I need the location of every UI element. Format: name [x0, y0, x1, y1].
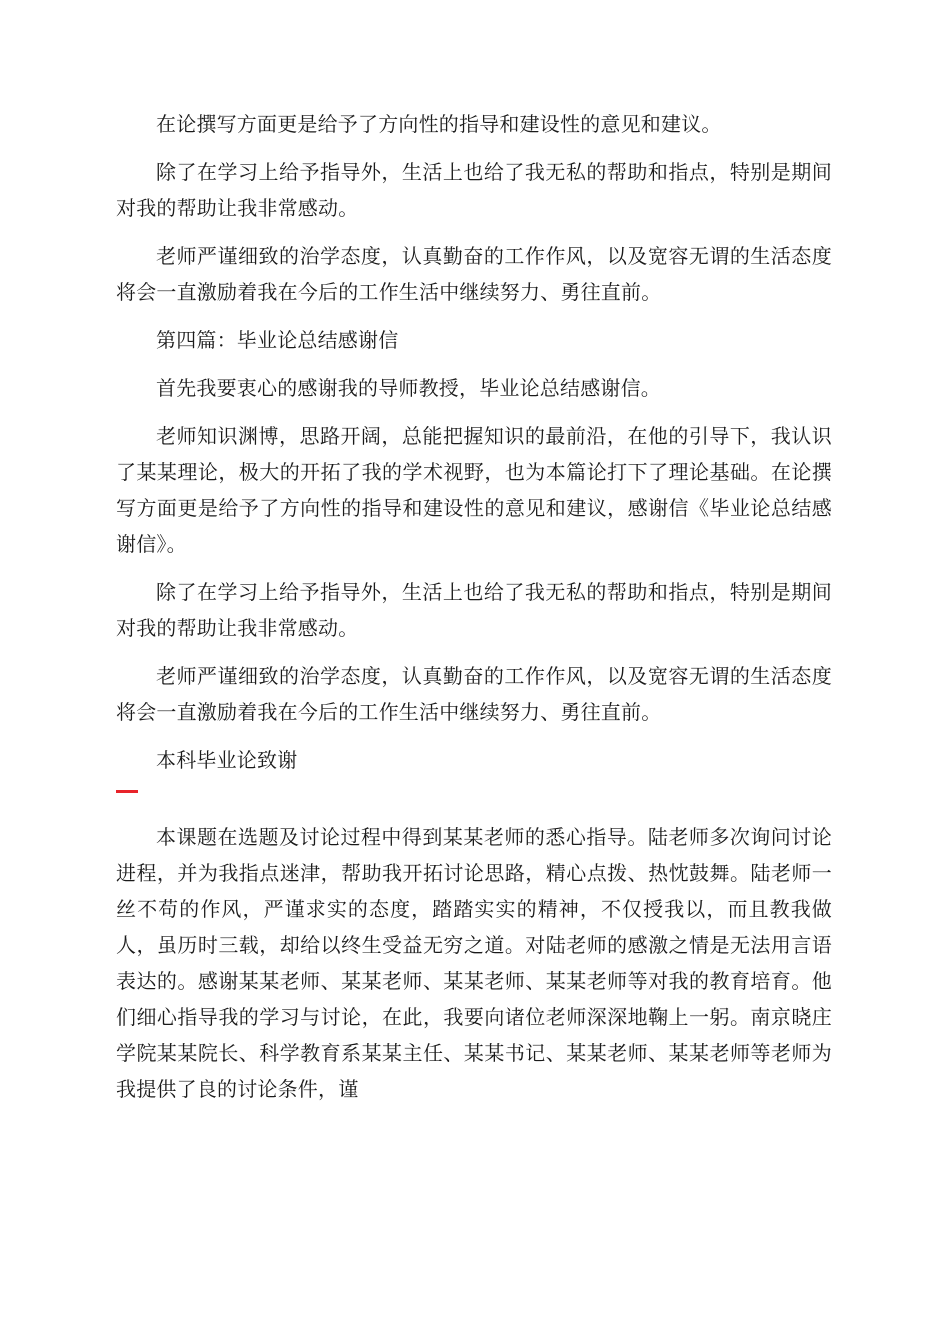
paragraph-5: 首先我要衷心的感谢我的导师教授，毕业论总结感谢信。 [156, 376, 661, 400]
paragraph-1: 在论撰写方面更是给予了方向性的指导和建设性的意见和建议。 [156, 112, 722, 136]
document-page [116, 106, 832, 1119]
paragraph-2: 除了在学习上给予指导外，生活上也给了我无私的帮助和指点，特别是期间对我的帮助让我非常感动。 [116, 160, 832, 220]
paragraph-8: 老师严谨细致的治学态度，认真勤奋的工作作风，以及宽容无谓的生活态度将会一直激励着我在今后的工作生活中继续努力、勇往直前。 [116, 664, 832, 724]
paragraph-acknowledgement-body: 本课题在选题及讨论过程中得到某某老师的悉心指导。陆老师多次询问讨论进程，并为我指点迷津，帮助我开拓讨论思路，精心点拨、热忱鼓舞。陆老师一丝不苟的作风，严谨求实的态度，踏踏实实的精神，不仅授我以，而且教我做人，虽历时三载，却给以终生受益无穷之道。对陆老师的感激之情是无法用言语表达的。感谢某某老师、某某老师、某某老师、某某老师等对我的教育培育。他们细心指导我的学习与讨论，在此，我要向诸位老师深深地鞠上一躬。南京晓庄学院某某院长、科学教育系某某主任、某某书记、某某老师、某某老师等老师为我提供了良的讨论条件，谨 [116, 825, 832, 1101]
section-heading-acknowledgement: 本科毕业论致谢 [156, 748, 298, 772]
paragraph-3: 老师严谨细致的治学态度，认真勤奋的工作作风，以及宽容无谓的生活态度将会一直激励着我在今后的工作生活中继续努力、勇往直前。 [116, 244, 832, 304]
section-heading-fourth: 第四篇：毕业论总结感谢信 [156, 328, 399, 352]
paragraph-7: 除了在学习上给予指导外，生活上也给了我无私的帮助和指点，特别是期间对我的帮助让我非常感动。 [116, 580, 832, 640]
paragraph-6: 老师知识渊博，思路开阔，总能把握知识的最前沿，在他的引导下，我认识了某某理论，极大的开拓了我的学术视野，也为本篇论打下了理论基础。在论撰写方面更是给予了方向性的指导和建设性的意见和建议，感谢信《毕业论总结感谢信》。 [116, 424, 832, 556]
red-dash-marker [116, 790, 138, 793]
